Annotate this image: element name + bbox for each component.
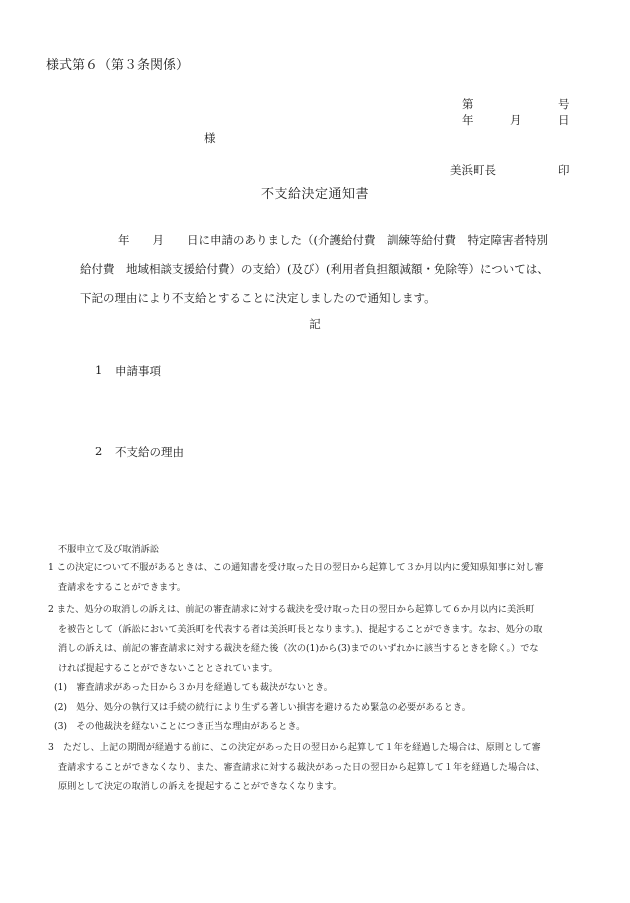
section-reason-label: 不支給の理由 <box>115 445 184 459</box>
appeal-line: 原則として決定の取消しの訴えを提起することができなくなります。 <box>58 781 343 792</box>
recipient-sama: 様 <box>204 131 216 145</box>
header-year: 年 <box>462 113 474 127</box>
appeal-item-2 <box>48 600 542 678</box>
section-reason-number: 2 <box>95 444 103 458</box>
appeal-line: ければ提起することができないこととされています。 <box>58 662 278 674</box>
appeal-line: 査請求することができなくなり、また、審査請求に対する裁決があった日の翌日から起算して１年を経過した場合は、 <box>58 761 545 773</box>
appeal-heading: 不服申立て及び取消訴訟 <box>58 544 160 555</box>
appeal-item-1 <box>48 558 544 597</box>
header-day: 日 <box>558 113 570 127</box>
form-number: 様式第６（第３条関係） <box>46 58 190 73</box>
section-application-number: 1 <box>95 363 103 377</box>
issuer-name: 美浜町長 <box>450 163 496 177</box>
document-title: 不支給決定通知書 <box>260 187 369 202</box>
ki-heading: 記 <box>309 317 321 331</box>
body-line: 年 月 日に申請のありました（(介護給付費 訓練等給付費 特定障害者特別 <box>118 233 548 247</box>
appeal-subitems <box>54 678 471 737</box>
appeal-line: 査請求をすることができます。 <box>58 581 186 593</box>
appeal-item-3 <box>48 738 545 797</box>
notice-body <box>80 226 580 313</box>
body-line: 給付費 地域相談支援給付費）の支給）(及び）(利用者負担額減額・免除等）については、 <box>80 262 549 276</box>
body-line: 下記の理由により不支給とすることに決定しましたので通知します。 <box>80 291 436 305</box>
section-application-label: 申請事項 <box>115 364 161 378</box>
header-month: 月 <box>510 113 522 127</box>
appeal-line: 1 この決定について不服があるときは、この通知書を受け取った日の翌日から起算して３か月以内に愛知県知事に対し審 <box>48 562 544 573</box>
header-dai: 第 <box>462 97 474 111</box>
appeal-line: 2 また、処分の取消しの訴えは、前記の審査請求に対する裁決を受け取った日の翌日から起算して６か月以内に美浜町 <box>48 604 535 615</box>
header-gou: 号 <box>558 97 570 111</box>
appeal-line: を被告として（訴訟において美浜町を代表する者は美浜町長となります。)、提起することができます。なお、処分の取 <box>58 623 543 635</box>
appeal-subitem: (3) その他裁決を経ないことにつき正当な理由があるとき。 <box>54 721 306 732</box>
appeal-subitem: (2) 処分、処分の執行又は手続の続行により生ずる著しい損害を避けるため緊急の必要があるとき。 <box>54 701 471 713</box>
appeal-line: 消しの訴えは、前記の審査請求に対する裁決を経た後（次の(1)から(3)までのいずれかに該当するときを除く。）でな <box>58 643 539 654</box>
appeal-subitem: (1) 審査請求があった日から３か月を経過しても裁決がないとき。 <box>54 682 333 693</box>
appeal-line: 3 ただし、上記の期間が経過する前に、この決定があった日の翌日から起算して１年を経過した場合は、原則として審 <box>48 742 541 753</box>
issuer-seal: 印 <box>558 163 570 177</box>
